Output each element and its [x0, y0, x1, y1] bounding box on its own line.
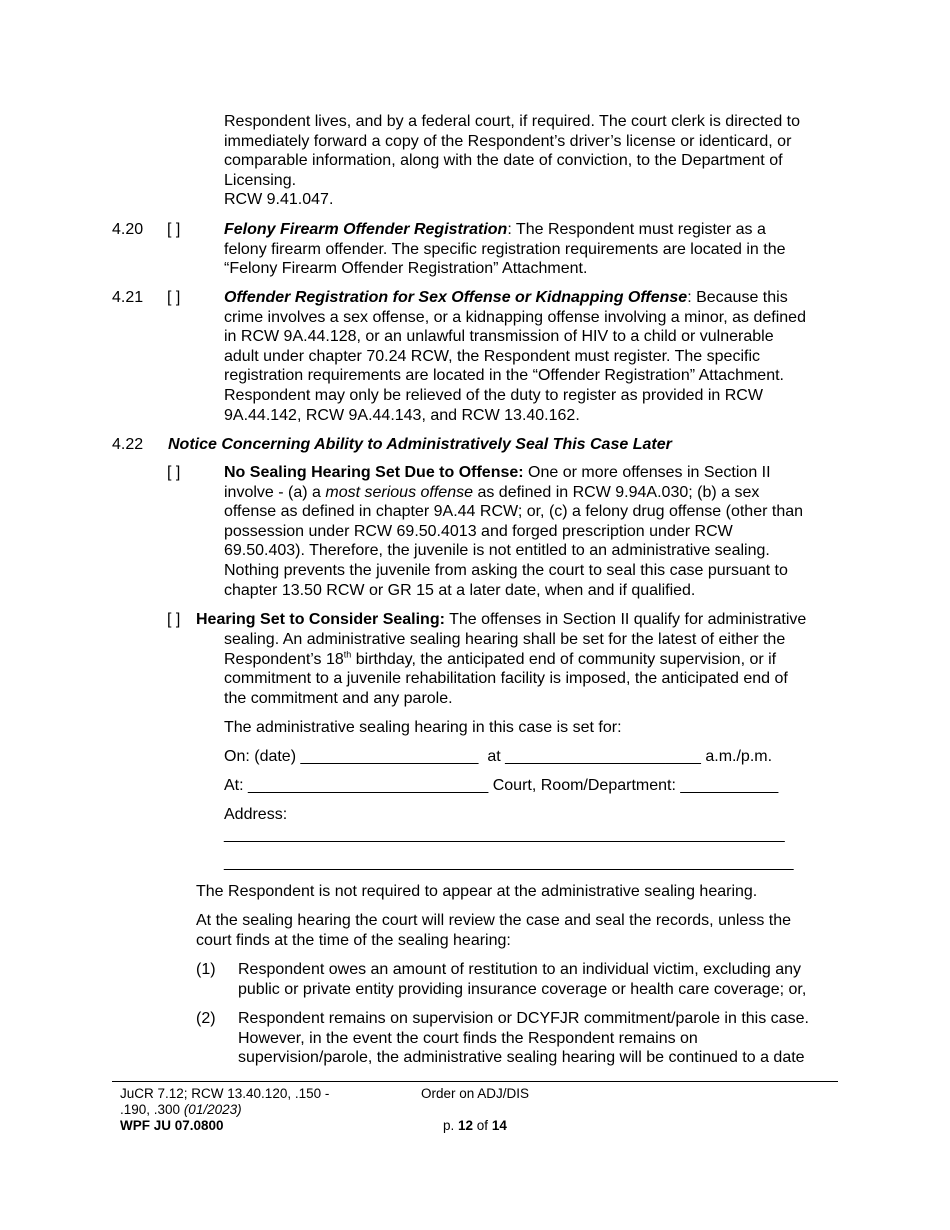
intro-line: Licensing.: [224, 171, 297, 189]
footer-doc-title: Order on ADJ/DIS: [421, 1086, 530, 1101]
hearing-set-title: Hearing Set to Consider Sealing:: [196, 611, 445, 628]
hearing-address-field-2[interactable]: ________________________________________________________________: [224, 854, 794, 871]
intro-line: RCW 9.41.047.: [224, 191, 334, 209]
footer-form-id: WPF JU 07.0800: [120, 1118, 224, 1133]
checkbox-4-20[interactable]: [ ]: [167, 221, 181, 238]
checkbox-no-sealing[interactable]: [ ]: [167, 464, 181, 481]
list-item: Respondent remains on supervision or DCYFJR commitment/parole in this case. However, in the event the court finds the Respondent remains on supervision/parole, the administrative sealing hearing will be continued to a date: [238, 1010, 809, 1067]
checkbox-hearing-set[interactable]: [ ]: [167, 611, 181, 628]
section-number-4-20: 4.20: [112, 221, 144, 238]
item-number: (2): [196, 1010, 216, 1027]
footer-divider: [112, 1081, 838, 1082]
item-number: (1): [196, 961, 216, 978]
hearing-set-first-line: Hearing Set to Consider Sealing: The offenses in Section II qualify for administrative: [196, 611, 807, 628]
not-required-text: The Respondent is not required to appear at the administrative sealing hearing.: [196, 883, 758, 900]
intro-line: immediately forward a copy of the Respondent’s driver’s license or identicard, or: [224, 132, 792, 150]
no-sealing-title: No Sealing Hearing Set Due to Offense:: [224, 464, 524, 481]
section-4-20-text: Felony Firearm Offender Registration: The Respondent must register as a felony firearm offender. The specific registration requirements are located in the “Felony Firearm Offender Registration” Attachment.: [224, 221, 786, 278]
hearing-date-row: On: (date) ____________________ at ______________________ a.m./p.m.: [224, 748, 773, 765]
hearing-room-field[interactable]: ___________: [680, 777, 779, 794]
list-item: Respondent owes an amount of restitution to an individual victim, excluding any public or private entity providing insurance coverage or health care coverage; or,: [238, 961, 807, 998]
footer-citation: JuCR 7.12; RCW 13.40.120, .150 - .190, .300 (01/2023) WPF JU 07.0800: [120, 1086, 330, 1133]
intro-paragraph: [224, 112, 800, 210]
footer-page-number: p. 12 of 14: [443, 1118, 507, 1133]
hearing-location-field[interactable]: ___________________________: [248, 777, 489, 794]
hearing-address-field-1[interactable]: _______________________________________________________________: [224, 826, 785, 843]
hearing-date-field[interactable]: ____________________: [300, 748, 479, 765]
section-number-4-21: 4.21: [112, 289, 144, 306]
no-sealing-text: No Sealing Hearing Set Due to Offense: One or more offenses in Section II involve - (a) a most serious offense as defined in RCW 9.94A.030; (b) a sex offense as defined in chapter 9A.44 RCW; or, (c) a felony drug offense (other than possession under RCW 69.50.4013 and forged prescription under RCW 69.50.403). Therefore, the juvenile is not entitled to an administrative sealing. Nothing prevents the juvenile from asking the court to seal this case pursuant to chapter 13.50 RCW or GR 15 at a later date, when and if qualified.: [224, 464, 804, 599]
checkbox-4-21[interactable]: [ ]: [167, 289, 181, 306]
section-4-21-text: Offender Registration for Sex Offense or Kidnapping Offense: Because this crime involves a sex offense, or a kidnapping offense involving a minor, as defined in RCW 9A.44.128, or an unlawful transmission of HIV to a child or vulnerable adult under chapter 70.24 RCW, the Respondent must register. The specific registration requirements are located in the “Offender Registration” Attachment. Respondent may only be relieved of the duty to register as provided in RCW 9A.44.142, RCW 9A.44.143, and RCW 13.40.162.: [224, 289, 806, 424]
intro-line: Respondent lives, and by a federal court, if required. The court clerk is directed to: [224, 113, 801, 130]
section-title-4-20: Felony Firearm Offender Registration: [224, 221, 508, 238]
review-text: At the sealing hearing the court will review the case and seal the records, unless the court finds at the time of the sealing hearing:: [196, 912, 791, 949]
hearing-set-for-text: The administrative sealing hearing in this case is set for:: [224, 719, 622, 736]
section-number-4-22: 4.22: [112, 436, 144, 453]
hearing-time-field[interactable]: ______________________: [505, 748, 701, 765]
hearing-location-row: At: ___________________________ Court, Room/Department: ___________: [224, 777, 779, 794]
hearing-address-label: Address:: [224, 806, 288, 823]
intro-line: comparable information, along with the date of conviction, to the Department of: [224, 152, 783, 170]
section-title-4-22: Notice Concerning Ability to Administratively Seal This Case Later: [168, 436, 672, 453]
section-title-4-21: Offender Registration for Sex Offense or Kidnapping Offense: [224, 289, 688, 306]
hearing-set-text: sealing. An administrative sealing hearing shall be set for the latest of either the Respondent’s 18th birthday, the anticipated end of community supervision, or if commitment to a juvenile rehabilitation facility is imposed, the anticipated end of the commitment and any parole.: [224, 631, 788, 707]
